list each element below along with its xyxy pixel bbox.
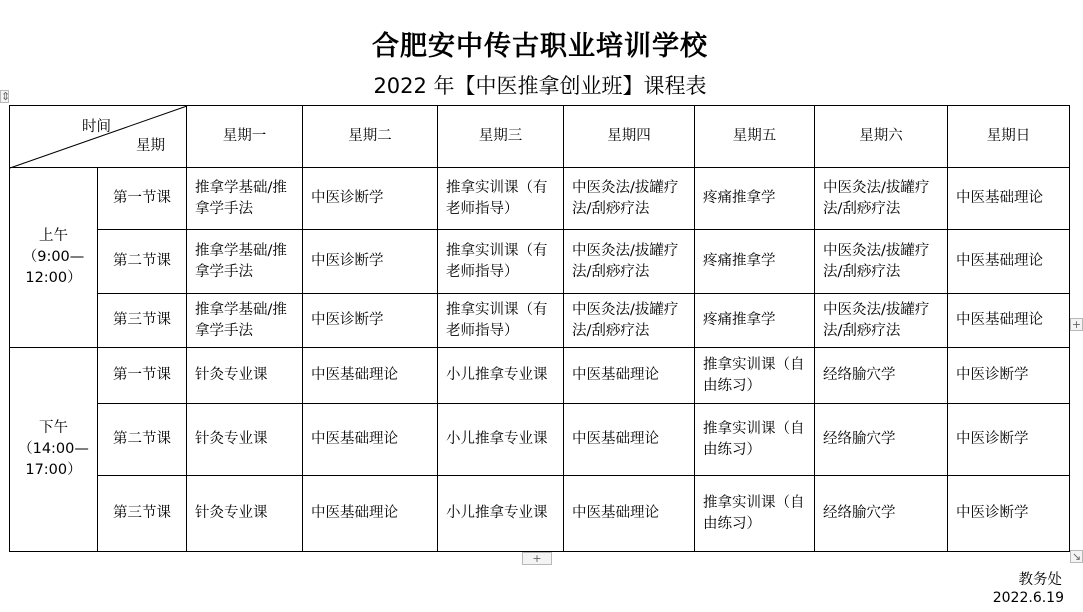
add-column-handle[interactable]: + (1071, 318, 1082, 331)
course-cell-fri: 推拿实训课（自由练习） (695, 476, 815, 552)
course-cell-sun: 中医基础理论 (948, 168, 1070, 230)
course-cell-wed: 小儿推拿专业课 (438, 404, 564, 476)
course-cell-sat: 经络腧穴学 (815, 404, 948, 476)
course-cell-sun: 中医基础理论 (948, 230, 1070, 294)
course-cell-mon: 推拿学基础/推拿学手法 (187, 168, 303, 230)
schedule-row (10, 476, 1070, 552)
course-cell-fri: 推拿实训课（自由练习） (695, 404, 815, 476)
document-title: 合肥安中传古职业培训学校 (372, 31, 708, 62)
period-afternoon: 下午 （14:00— 17:00） (10, 348, 98, 552)
course-cell-mon: 推拿学基础/推拿学手法 (187, 230, 303, 294)
day-header-sat: 星期六 (815, 106, 948, 168)
course-cell-thu: 中医基础理论 (564, 348, 695, 404)
day-header-wed: 星期三 (438, 106, 564, 168)
table-move-handle[interactable]: ⇕ (1, 90, 11, 103)
course-cell-fri: 推拿实训课（自由练习） (695, 348, 815, 404)
schedule-row (10, 348, 1070, 404)
schedule-table (9, 105, 1070, 552)
course-cell-sun: 中医基础理论 (948, 294, 1070, 348)
course-cell-sun: 中医诊断学 (948, 348, 1070, 404)
class-slot-label: 第三节课 (98, 294, 187, 348)
course-cell-sat: 中医灸法/拔罐疗法/刮痧疗法 (815, 230, 948, 294)
course-cell-thu: 中医基础理论 (564, 404, 695, 476)
course-cell-thu: 中医灸法/拔罐疗法/刮痧疗法 (564, 230, 695, 294)
course-cell-mon: 推拿学基础/推拿学手法 (187, 294, 303, 348)
document-subtitle: 2022 年【中医推拿创业班】课程表 (373, 74, 707, 98)
corner-time-label: 时间 (82, 119, 111, 135)
schedule-row (10, 404, 1070, 476)
day-header-sun: 星期日 (948, 106, 1070, 168)
course-cell-wed: 小儿推拿专业课 (438, 348, 564, 404)
course-cell-sat: 中医灸法/拔罐疗法/刮痧疗法 (815, 168, 948, 230)
course-cell-wed: 小儿推拿专业课 (438, 476, 564, 552)
course-cell-tue: 中医诊断学 (303, 230, 438, 294)
course-cell-tue: 中医基础理论 (303, 404, 438, 476)
period-morning: 上午 （9:00— 12:00） (10, 168, 98, 348)
schedule-row (10, 230, 1070, 294)
day-header-tue: 星期二 (303, 106, 438, 168)
course-cell-sun: 中医诊断学 (948, 404, 1070, 476)
corner-day-label: 星期 (136, 138, 165, 154)
schedule-row (10, 294, 1070, 348)
schedule-row (10, 168, 1070, 230)
course-cell-wed: 推拿实训课（有老师指导） (438, 230, 564, 294)
class-slot-label: 第二节课 (98, 404, 187, 476)
course-cell-sat: 中医灸法/拔罐疗法/刮痧疗法 (815, 294, 948, 348)
course-cell-fri: 疼痛推拿学 (695, 168, 815, 230)
course-cell-thu: 中医灸法/拔罐疗法/刮痧疗法 (564, 168, 695, 230)
course-cell-sat: 经络腧穴学 (815, 476, 948, 552)
day-header-thu: 星期四 (564, 106, 695, 168)
footer-office: 教务处 (1018, 572, 1062, 588)
corner-header-cell (10, 106, 187, 168)
course-cell-mon: 针灸专业课 (187, 476, 303, 552)
course-cell-wed: 推拿实训课（有老师指导） (438, 294, 564, 348)
course-cell-thu: 中医基础理论 (564, 476, 695, 552)
course-cell-wed: 推拿实训课（有老师指导） (438, 168, 564, 230)
day-header-fri: 星期五 (695, 106, 815, 168)
course-cell-tue: 中医诊断学 (303, 294, 438, 348)
footer-date: 2022.6.19 (992, 590, 1064, 606)
course-cell-tue: 中医诊断学 (303, 168, 438, 230)
course-cell-sat: 经络腧穴学 (815, 348, 948, 404)
course-cell-fri: 疼痛推拿学 (695, 230, 815, 294)
course-cell-tue: 中医基础理论 (303, 476, 438, 552)
course-cell-fri: 疼痛推拿学 (695, 294, 815, 348)
course-cell-mon: 针灸专业课 (187, 348, 303, 404)
add-row-button[interactable]: + (522, 552, 552, 565)
course-cell-mon: 针灸专业课 (187, 404, 303, 476)
class-slot-label: 第一节课 (98, 168, 187, 230)
course-cell-sun: 中医诊断学 (948, 476, 1070, 552)
course-cell-thu: 中医灸法/拔罐疗法/刮痧疗法 (564, 294, 695, 348)
course-cell-tue: 中医基础理论 (303, 348, 438, 404)
day-header-mon: 星期一 (187, 106, 303, 168)
table-resize-handle[interactable]: ↘ (1071, 550, 1082, 563)
class-slot-label: 第三节课 (98, 476, 187, 552)
header-row (10, 106, 1070, 168)
class-slot-label: 第一节课 (98, 348, 187, 404)
class-slot-label: 第二节课 (98, 230, 187, 294)
